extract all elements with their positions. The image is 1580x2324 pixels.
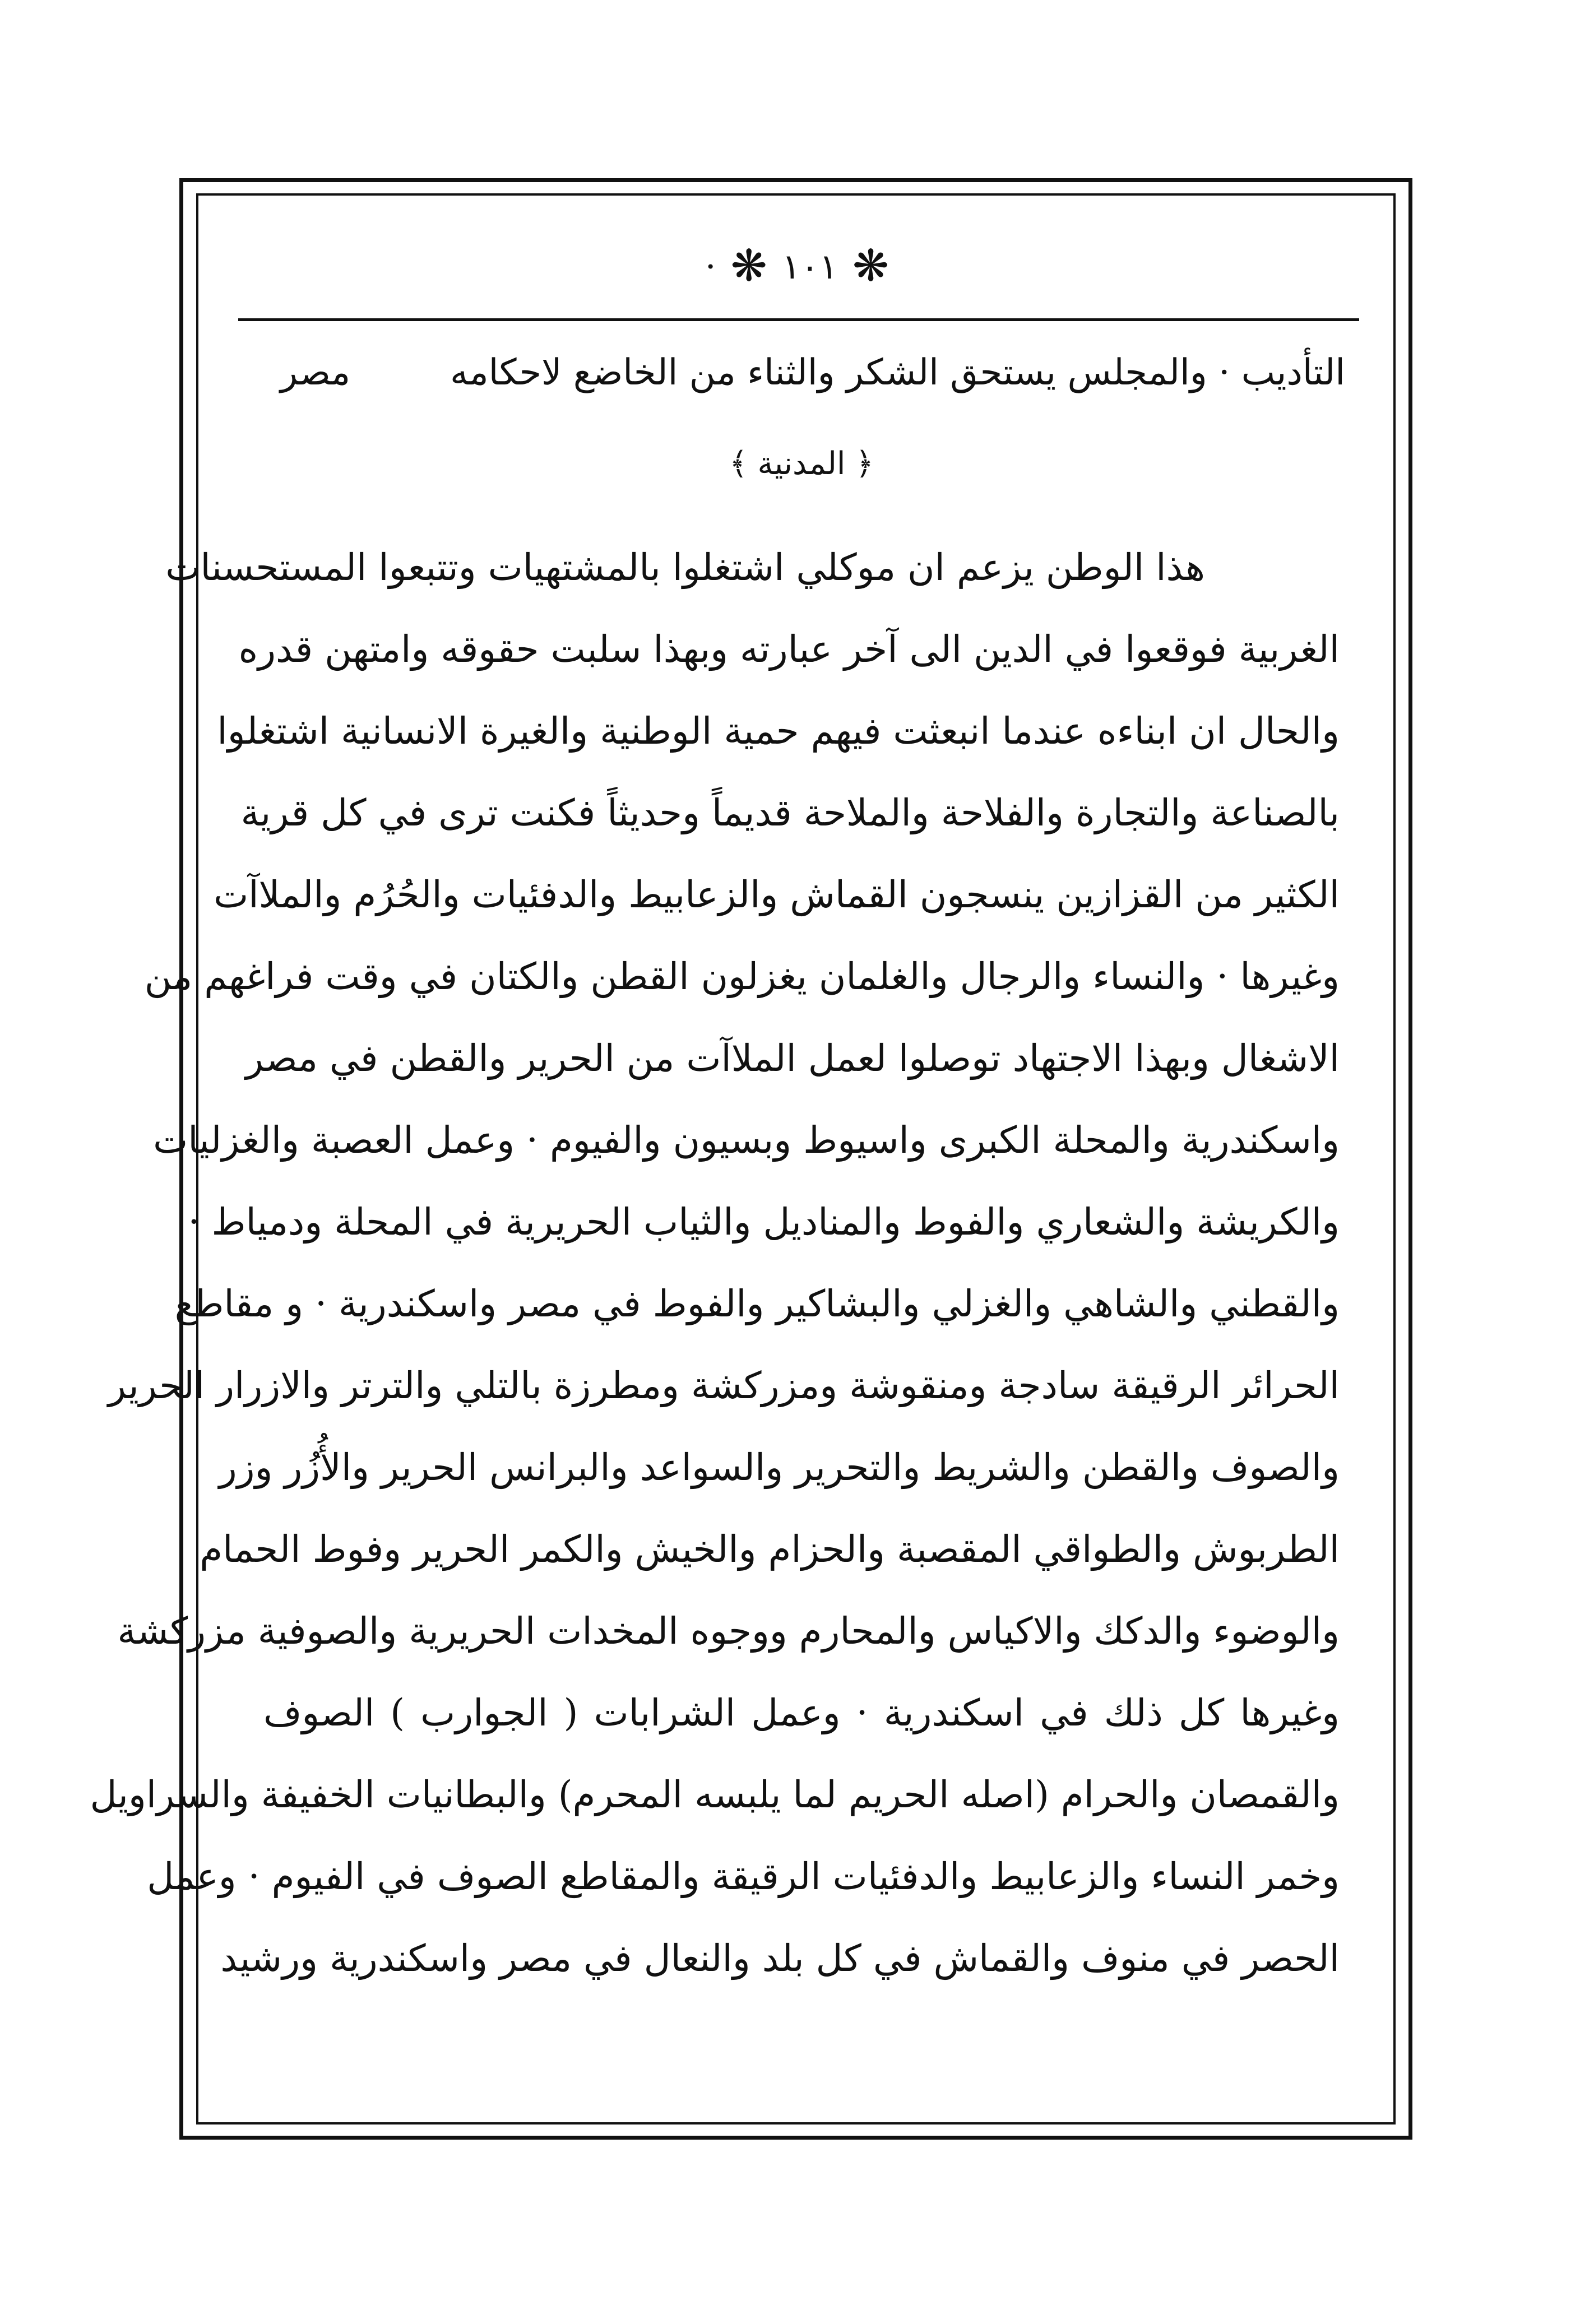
body-line: الاشغال وبهذا الاجتهاد توصلوا لعمل الملاآت من الحرير والقطن في مصر [245, 1037, 1340, 1080]
page-number: ١٠١ [781, 245, 838, 287]
body-line: والوضوء والدكك والاكياس والمحارم ووجوه المخدات الحريرية والصوفية مزركشة [117, 1609, 1340, 1653]
body-line: والقطني والشاهي والغزلي والبشاكير والفوط في مصر واسكندرية · و مقاطع [174, 1282, 1340, 1325]
body-line: بالصناعة والتجارة والفلاحة والملاحة قديماً وحديثاً فكنت ترى في كل قرية [240, 791, 1340, 834]
ornament-right-icon: ❋ [852, 241, 889, 291]
body-line: الكثير من القزازين ينسجون القماش والزعابيط والدفئيات والحُرُم والملاآت [214, 873, 1340, 916]
body-line: وغيرها · والنساء والرجال والغلمان يغزلون القطن والكتان في وقت فراغهم من [144, 955, 1340, 998]
ornament-left-icon: ❋ [730, 241, 767, 291]
section-title: ﴿ المدنية ﴾ [729, 446, 874, 482]
body-line: والصوف والقطن والشريط والتحرير والسواعد والبرانس الحرير والأُزُر وزر [219, 1446, 1340, 1489]
page-header [235, 233, 1356, 300]
margin-note: مصر [280, 352, 351, 393]
body-line: والكريشة والشعاري والفوط والمناديل والثياب الحريرية في المحلة ودمياط · [188, 1200, 1340, 1244]
body-line: الطربوش والطواقي المقصبة والحزام والخيش والكمر الحرير وفوط الحمام [200, 1528, 1340, 1571]
body-line: والقمصان والحرام (اصله الحريم لما يلبسه المحرم) والبطانيات الخفيفة والسراويل [90, 1773, 1340, 1816]
body-line: وغيرها كل ذلك في اسكندرية · وعمل الشرابات ( الجوارب ) الصوف [263, 1691, 1340, 1734]
body-line: والحال ان ابناءه عندما انبعثت فيهم حمية الوطنية والغيرة الانسانية اشتغلوا [217, 709, 1340, 753]
first-line-text: التأديب · والمجلس يستحق الشكر والثناء من الخاضع لاحكامه [450, 352, 1345, 393]
body-line: هذا الوطن يزعم ان موكلي اشتغلوا بالمشتهيات وتتبعوا المستحسنات [165, 546, 1205, 589]
body-line: وخمر النساء والزعابيط والدفئيات الرقيقة والمقاطع الصوف في الفيوم · وعمل [147, 1855, 1340, 1898]
body-line: الحصر في منوف والقماش في كل بلد والنعال في مصر واسكندرية ورشيد [220, 1937, 1340, 1980]
body-line: الغربية فوقعوا في الدين الى آخر عبارته وبهذا سلبت حقوقه وامتهن قدره [238, 628, 1340, 671]
body-line: الحرائر الرقيقة سادجة ومنقوشة ومزركشة ومطرزة بالتلي والترتر والازرار الحرير [108, 1364, 1340, 1407]
header-rule [238, 318, 1359, 321]
header-dot: · [705, 245, 716, 287]
body-text [90, 527, 1340, 2000]
body-line: واسكندرية والمحلة الكبرى واسيوط وبسيون والفيوم · وعمل العصبة والغزليات [153, 1119, 1340, 1162]
first-line [258, 339, 1345, 406]
